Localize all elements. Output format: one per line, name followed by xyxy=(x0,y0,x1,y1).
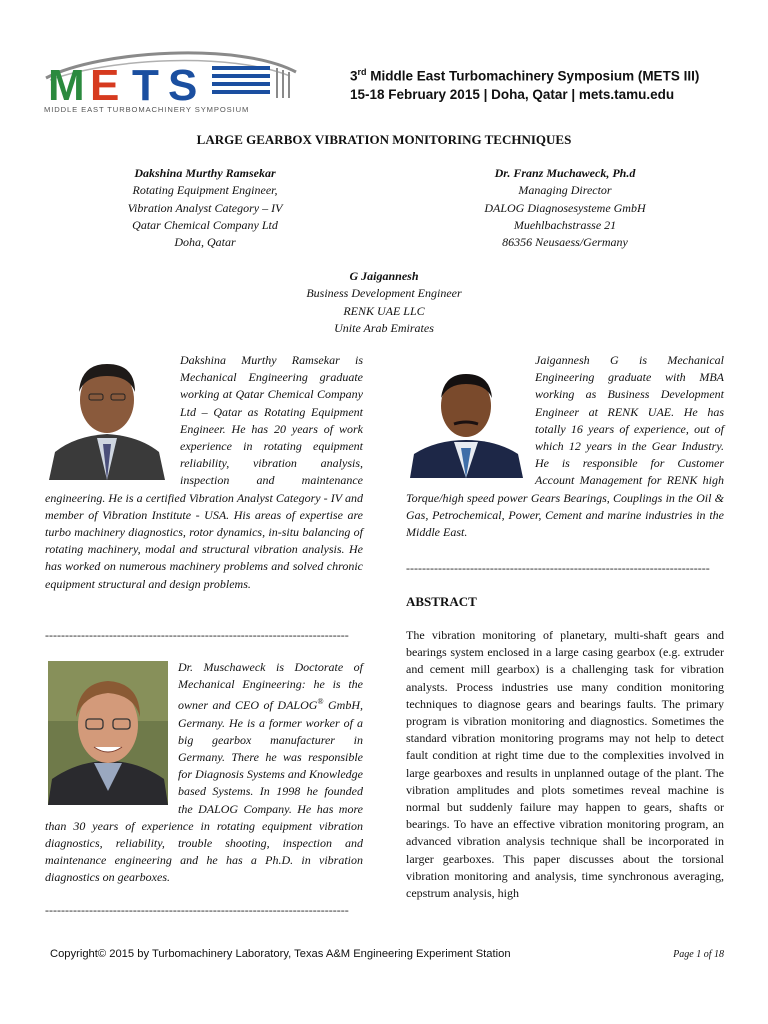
mets-logo xyxy=(40,48,302,116)
author-muchaweck: Dr. Franz Muchaweck, Ph.d Managing Director DALOG Diagnosesysteme GmbH Muehlbachstrasse 21 86356 Neusaess/Germany xyxy=(484,166,646,250)
symposium-dates: 15-18 February 2015 | Doha, Qatar | mets.tamu.edu xyxy=(350,87,675,102)
logo-subtitle: MIDDLE EAST TURBOMACHINERY SYMPOSIUM xyxy=(44,105,250,114)
separator: ---------------------------------------------------------------------------- xyxy=(45,628,349,642)
paper-title: LARGE GEARBOX VIBRATION MONITORING TECHNIQUES xyxy=(196,132,572,147)
author-ramsekar: Dakshina Murthy Ramsekar Rotating Equipment Engineer, Vibration Analyst Category – IV Qatar Chemical Company Ltd Doha, Qatar xyxy=(127,166,283,250)
photo-jaigannesh xyxy=(408,362,525,478)
photo-ramsekar xyxy=(45,352,170,480)
symposium-name: 3rd Middle East Turbomachinery Symposium (METS III) xyxy=(350,67,700,84)
logo-bars xyxy=(212,66,290,98)
logo-e: E xyxy=(90,61,120,110)
separator: ---------------------------------------------------------------------------- xyxy=(406,561,710,575)
photo-muchaweck xyxy=(48,661,168,805)
author-jaigannesh: G Jaigannesh Business Development Engineer RENK UAE LLC Unite Arab Emirates xyxy=(306,269,462,335)
abstract-heading: ABSTRACT xyxy=(406,594,477,609)
separator: ---------------------------------------------------------------------------- xyxy=(45,903,349,917)
page-number: Page 1 of 18 xyxy=(673,949,724,960)
abstract-text: The vibration monitoring of planetary, multi-shaft gears and bearings system enclosed in a large casing gearbox (e.g. extruder and cement mill gearbox) is a challenging task for vibration analysts. Process industries use many condition monitoring techniques to diagnose gears and bearings faults. The primary program is vibration monitoring and diagnostics. Sometimes the standard vibration monitoring programs may not help to detect fault condition at right time due to the complexities involved in large gearboxes and results in unplanned outage of the plant. The vibration amplitudes and plots sometimes reveal machine is normal but suddenly failure may happen to gears, shafts or bearings. To have an effective vibration monitoring program, an advanced vibration analysis technique shall be incorporated in larger gearboxes. This paper discusses about the torsional vibration monitoring and analysis, time synchronous averaging, cepstrum analysis, high xyxy=(406,628,724,901)
bio-ramsekar: Dakshina Murthy Ramsekar is Mechanical Engineering graduate working at Qatar Chemical Company Ltd – Qatar as Rotating Equipment Engineer. He has 20 years of work experience in rotating equipment reliability, vibration analysis, inspection and maintenance engineering. He is a certified Vibration Analyst Category - IV and member of Vibration Institute - USA. His areas of expertise are turbo machinery diagnostics, rotor dynamics, in-situ balancing of rotating machinery, modal and structural vibration analysis. He has worked on numerous machinery problems and solved chronic equipment structural and design problems. xyxy=(45,353,363,591)
logo-s: S xyxy=(168,61,198,110)
bio-jaigannesh: Jaigannesh G is Mechanical Engineering graduate with MBA working as Business Development Engineer at RENK UAE. He has totally 16 years of experience, out of which 12 years in the Gear Industry. He is responsible for Customer Account Management for RENK high Torque/high speed power Gears Bearings, Couplings in the Oil & Gas, Petrochemical, Power, Cement and marine industries in the Middle East. xyxy=(406,353,724,540)
copyright: Copyright© 2015 by Turbomachinery Laboratory, Texas A&M Engineering Experiment Station xyxy=(50,948,511,960)
bio-muchaweck: Dr. Muschaweck is Doctorate of Mechanical Engineering: he is the owner and CEO of DALOG® GmbH, Germany. He is a former worker of a big gearbox manufacturer in Germany. There he was responsible for Diagnosis Systems and Knowledge based Systems. In 1998 he founded the DALOG Company. He has more than 30 years of experience in rotating equipment vibration diagnostics, reliability, trouble shooting, inspection and maintenance engineering and he has a Ph.D. in vibration diagnostics on gearboxes. xyxy=(45,660,363,885)
logo-m: M xyxy=(48,61,85,110)
logo-t: T xyxy=(132,61,159,110)
